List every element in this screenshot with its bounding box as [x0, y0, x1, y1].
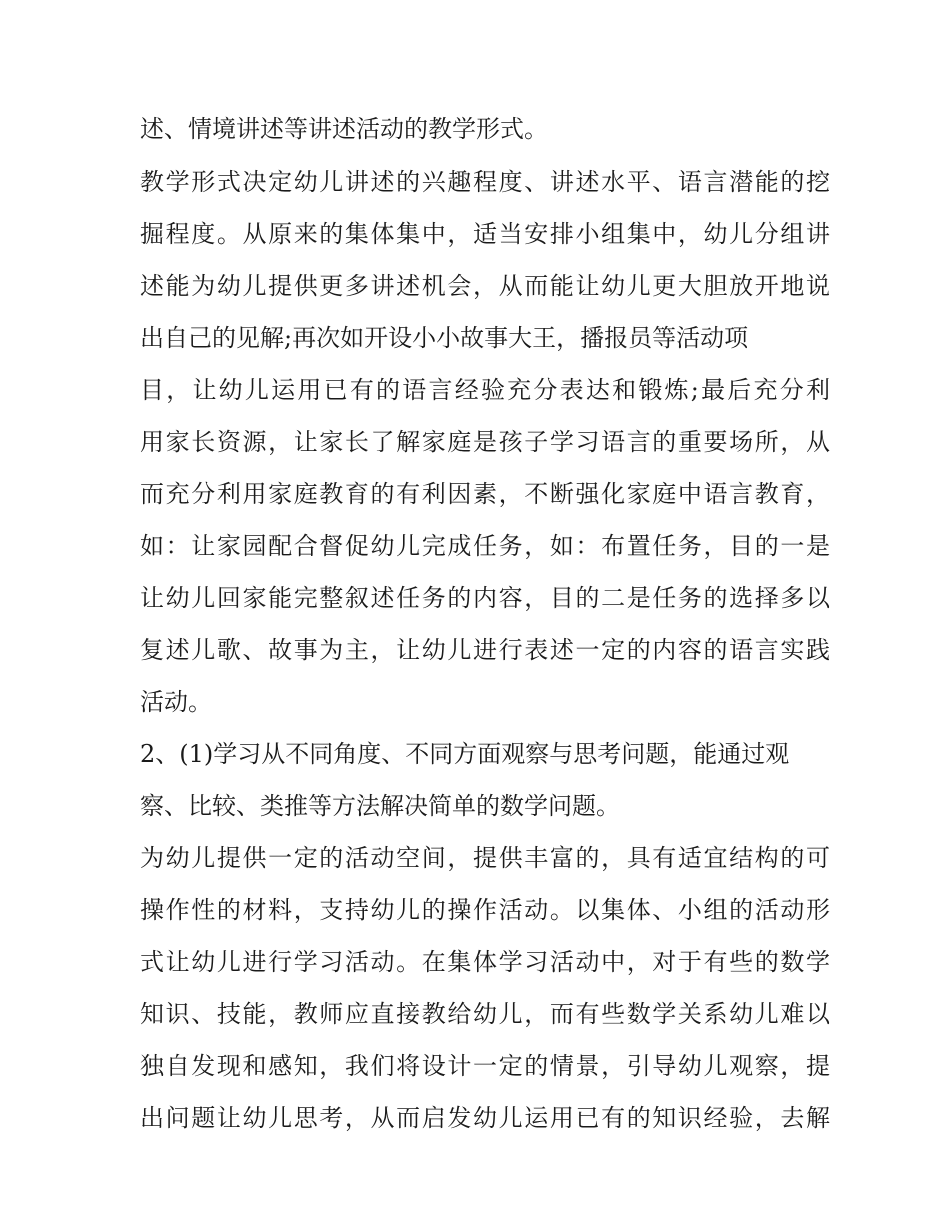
- text-line-11: 复述儿歌、故事为主，让幼儿进行表述一定的内容的语言实践: [140, 636, 830, 664]
- text-line-18: 知识、技能，教师应直接教给幼儿，而有些数学关系幼儿难以: [140, 1000, 830, 1028]
- text-line-10: 让幼儿回家能完整叙述任务的内容，目的二是任务的选择多以: [140, 584, 830, 612]
- text-line-9: 如：让家园配合督促幼儿完成任务，如：布置任务，目的一是: [140, 532, 830, 560]
- text-line-2: 教学形式决定幼儿讲述的兴趣程度、讲述水平、语言潜能的挖: [140, 168, 830, 196]
- text-line-15: 为幼儿提供一定的活动空间，提供丰富的，具有适宜结构的可: [140, 844, 830, 872]
- text-line-12: 活动。: [140, 688, 212, 716]
- text-line-17: 式让幼儿进行学习活动。在集体学习活动中，对于有些的数学: [140, 948, 830, 976]
- text-line-1: 述、情境讲述等讲述活动的教学形式。: [140, 115, 548, 143]
- text-line-14: 察、比较、类推等方法解决简单的数学问题。: [140, 792, 620, 820]
- text-line-8: 而充分利用家庭教育的有利因素，不断强化家庭中语言教育，: [140, 480, 830, 508]
- text-line-5: 出自己的见解;再次如开设小小故事大王，播报员等活动项: [140, 324, 749, 352]
- text-line-13: 2、(1)学习从不同角度、不同方面观察与思考问题，能通过观: [140, 740, 790, 768]
- text-line-16: 操作性的材料，支持幼儿的操作活动。以集体、小组的活动形: [140, 896, 830, 924]
- text-line-6: 目，让幼儿运用已有的语言经验充分表达和锻炼;最后充分利: [140, 376, 830, 404]
- text-line-19: 独自发现和感知，我们将设计一定的情景，引导幼儿观察，提: [140, 1052, 830, 1080]
- text-line-3: 掘程度。从原来的集体集中，适当安排小组集中，幼儿分组讲: [140, 220, 830, 248]
- text-line-7: 用家长资源，让家长了解家庭是孩子学习语言的重要场所，从: [140, 428, 830, 456]
- text-line-4: 述能为幼儿提供更多讲述机会，从而能让幼儿更大胆放开地说: [140, 272, 830, 300]
- text-line-20: 出问题让幼儿思考，从而启发幼儿运用已有的知识经验，去解: [140, 1104, 830, 1132]
